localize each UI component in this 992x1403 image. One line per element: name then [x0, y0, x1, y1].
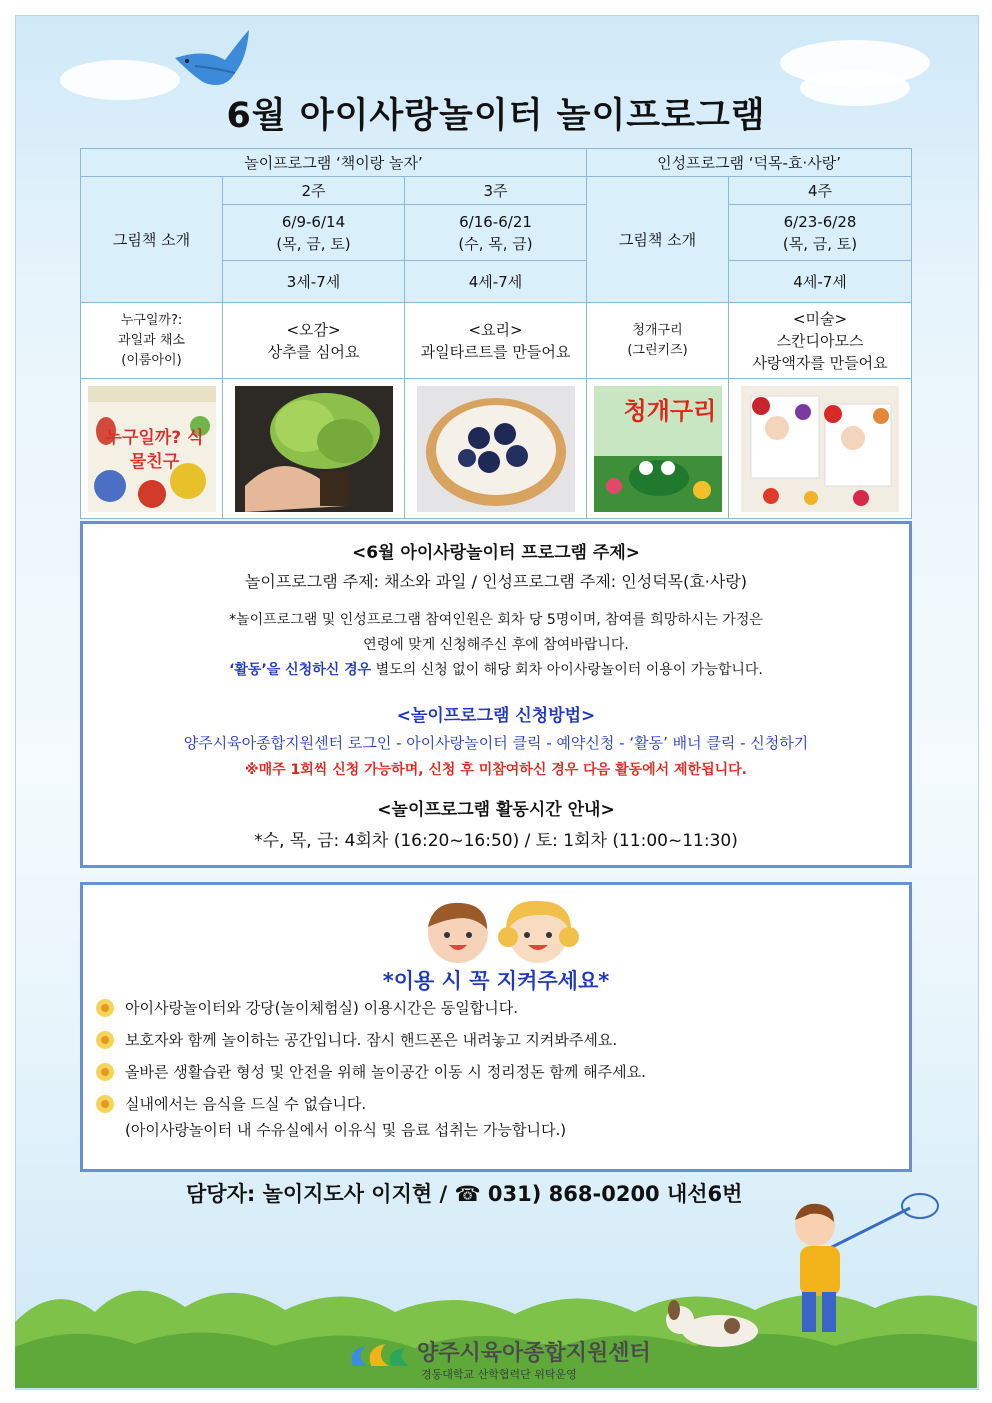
week-label: 2주	[223, 177, 405, 205]
apply-title: <놀이프로그램 신청방법>	[396, 706, 596, 726]
activity-name: 스칸디아모스	[776, 331, 864, 350]
rule-item	[93, 1061, 893, 1093]
center-name: 양주시육아종합지원센터	[417, 1341, 651, 1366]
book-cover-title: 누구일까? 식물친구	[105, 427, 204, 472]
dog-illustration	[660, 1296, 770, 1356]
rule-sub-note: (아이사랑놀이터 내 수유실에서 이유식 및 음료 섭취는 가능합니다.)	[125, 1121, 567, 1139]
activity-category: <미술>	[792, 309, 848, 328]
date-cell	[729, 205, 912, 261]
activity-name: 상추를 심어요	[267, 342, 360, 361]
activity-highlight: ‘활동’을 신청하신 경우	[229, 662, 372, 678]
scandia-moss-frame-photo	[741, 386, 899, 512]
book-cover-cell	[587, 379, 729, 519]
rule-text: 올바른 생활습관 형성 및 안전을 위해 놀이공간 이동 시 정리정돈 함께 해주세요.	[125, 1063, 646, 1081]
apply-warning: ※매주 1회씩 신청 가능하며, 신청 후 미참여하신 경우 다음 활동에서 제한됩니다.	[245, 762, 747, 778]
play-program-header: 놀이프로그램 ‘책이랑 놀자’	[81, 149, 587, 177]
age-cell: 4세-7세	[729, 261, 912, 303]
activity-category: <요리>	[468, 320, 523, 339]
book-title-cell	[587, 303, 729, 379]
book-cover-image	[88, 386, 216, 512]
program-info-box	[80, 521, 912, 868]
book-title-line: 과일과 채소	[118, 332, 185, 348]
book-title-cell	[81, 303, 223, 379]
page-title: 6월 아이사랑놀이터 놀이프로그램	[226, 96, 766, 136]
note-text: 별도의 신청 없이 해당 회차 아이사랑놀이터 이용이 가능합니다.	[371, 662, 763, 678]
rules-box	[80, 882, 912, 1172]
children-faces-illustration	[413, 897, 583, 965]
week-label: 3주	[405, 177, 587, 205]
photo-cell	[223, 379, 405, 519]
date-range: 6/16-6/21	[459, 212, 532, 231]
note-line: 연령에 맞게 신청해주신 후에 참여바랍니다.	[363, 637, 629, 653]
activity-name: 과일타르트를 만들어요	[420, 342, 571, 361]
book-cover-title: 청개구리	[623, 396, 717, 425]
participation-note	[83, 608, 909, 683]
day-list: (수, 목, 금)	[458, 234, 533, 253]
date-range: 6/9-6/14	[281, 212, 346, 231]
character-program-header: 인성프로그램 ‘덕목-효·사랑’	[587, 149, 912, 177]
book-title-line: 청개구리	[632, 322, 683, 338]
operator-text: 경동대학교 산학협력단 위탁운영	[421, 1368, 577, 1381]
time-line: *수, 목, 금: 4회차 (16:20~16:50) / 토: 1회차 (11:00~11:30)	[254, 831, 738, 851]
date-cell	[405, 205, 587, 261]
age-cell: 4세-7세	[405, 261, 587, 303]
note-line	[83, 658, 909, 683]
book-cover-cell	[81, 379, 223, 519]
rules-list	[93, 997, 893, 1141]
fruit-tart-photo	[417, 386, 575, 512]
book-title-line: 누구일까?:	[120, 312, 183, 328]
time-title: <놀이프로그램 활동시간 안내>	[377, 800, 615, 820]
photo-cell	[729, 379, 912, 519]
contact-info: 담당자: 놀이지도사 이지현 / ☎ 031) 868-0200 내선6번	[186, 1182, 743, 1206]
theme-title: <6월 아이사랑놀이터 프로그램 주제>	[352, 543, 640, 563]
rule-item	[93, 1029, 893, 1061]
book-publisher: (이룸아이)	[121, 352, 182, 368]
age-cell: 3세-7세	[223, 261, 405, 303]
book-publisher: (그린키즈)	[627, 342, 688, 358]
child-with-net-illustration	[770, 1188, 950, 1348]
center-logo-mark	[345, 1336, 415, 1376]
book-cover-image	[594, 386, 722, 512]
apply-steps: 양주시육아종합지원센터 로그인 - 아이사랑놀이터 클릭 - 예약신청 - ‘활동’ 배너 클릭 - 신청하기	[183, 734, 809, 752]
day-list: (목, 금, 토)	[782, 234, 858, 253]
program-table	[80, 148, 912, 519]
day-list: (목, 금, 토)	[276, 234, 351, 253]
rule-text: 아이사랑놀이터와 강당(놀이체험실) 이용시간은 동일합니다.	[125, 999, 519, 1017]
activity-cell	[223, 303, 405, 379]
date-range: 6/23-6/28	[783, 212, 857, 231]
date-cell	[223, 205, 405, 261]
theme-line: 놀이프로그램 주제: 채소와 과일 / 인성프로그램 주제: 인성덕목(효·사랑)	[244, 572, 748, 591]
flower-bullet-icon	[95, 1062, 115, 1088]
flower-bullet-icon	[95, 1094, 115, 1120]
photo-cell	[405, 379, 587, 519]
rule-item	[93, 1093, 893, 1119]
flower-bullet-icon	[95, 1030, 115, 1056]
note-line: *놀이프로그램 및 인성프로그램 참여인원은 회차 당 5명이며, 참여를 희망하시는 가정은	[229, 612, 763, 628]
picture-book-label: 그림책 소개	[587, 177, 729, 303]
flower-bullet-icon	[95, 998, 115, 1024]
picture-book-label: 그림책 소개	[81, 177, 223, 303]
rule-text: 실내에서는 음식을 드실 수 없습니다.	[125, 1095, 367, 1113]
rule-item	[93, 997, 893, 1029]
week-label: 4주	[729, 177, 912, 205]
lettuce-photo	[235, 386, 393, 512]
activity-category: <오감>	[286, 320, 341, 339]
rules-title: *이용 시 꼭 지켜주세요*	[382, 969, 610, 993]
activity-name: 사랑액자를 만들어요	[752, 353, 888, 372]
activity-cell	[729, 303, 912, 379]
rule-text: 보호자와 함께 놀이하는 공간입니다. 잠시 핸드폰은 내려놓고 지켜봐주세요.	[125, 1031, 618, 1049]
activity-cell	[405, 303, 587, 379]
